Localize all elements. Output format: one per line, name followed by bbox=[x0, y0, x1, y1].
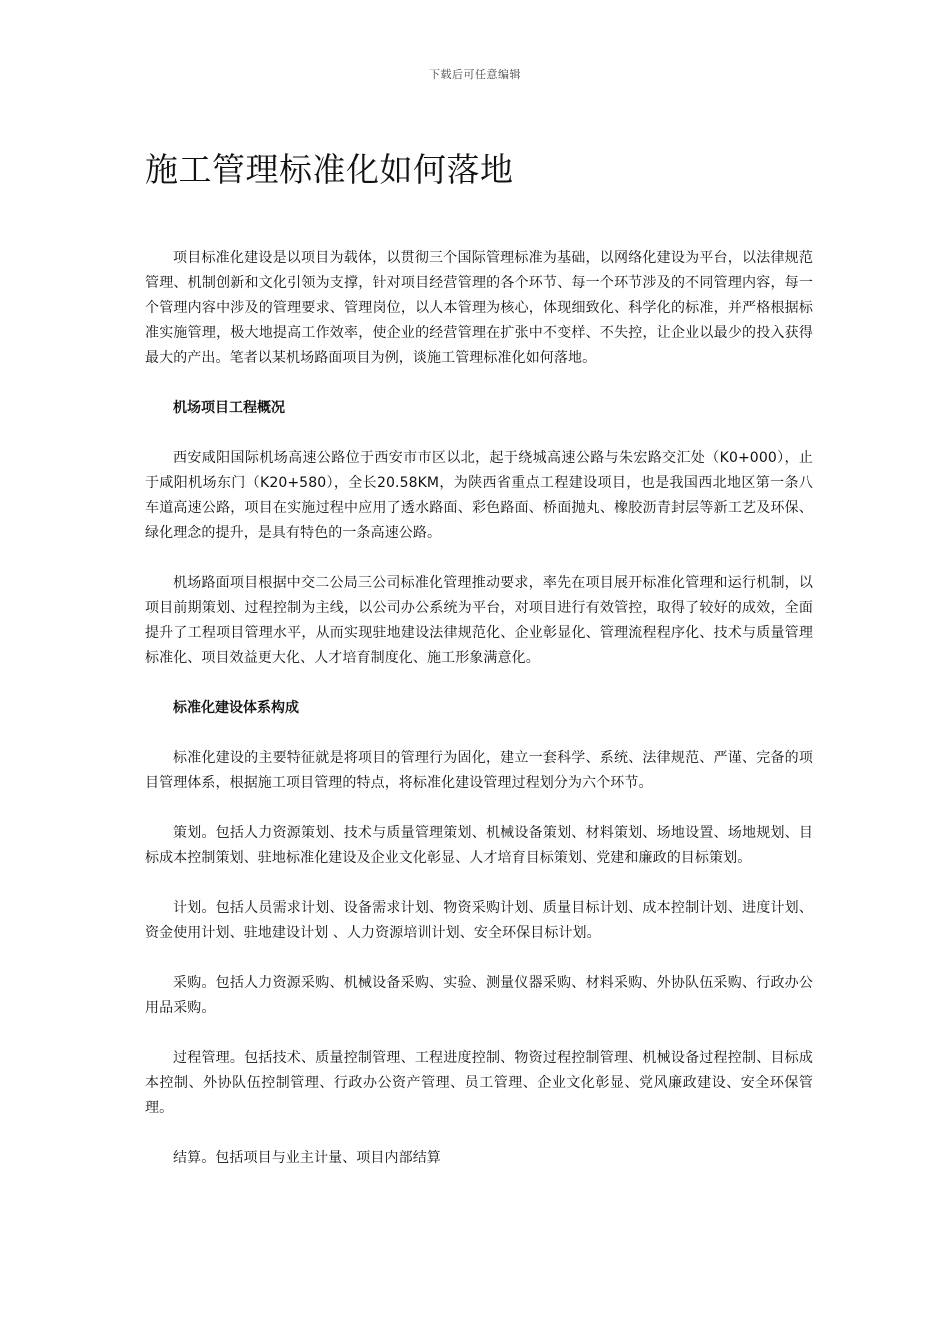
paragraph-overview: 西安咸阳国际机场高速公路位于西安市市区以北，起于绕城高速公路与朱宏路交汇处（K0+000），止于咸阳机场东门（K20+580），全长20.58KM，为陕西省重点工程建设项目，也是我国西北地区第一条八车道高速公路，项目在实施过程中应用了透水路面、彩色路面、桥面抛丸、橡胶沥青封层等新工艺及环保、绿化理念的提升，是具有特色的一条高速公路。 bbox=[145, 450, 813, 541]
paragraph-management: 机场路面项目根据中交二公局三公司标准化管理推动要求，率先在项目展开标准化管理和运行机制，以项目前期策划、过程控制为主线，以公司办公系统为平台，对项目进行有效管控，取得了较好的成效，全面提升了工程项目管理水平，从而实现驻地建设法律规范化、企业彰显化、管理流程程序化、技术与质量管理标准化、项目效益更大化、人才培育制度化、施工形象满意化。 bbox=[145, 575, 813, 666]
header-note: 下载后可任意编辑 bbox=[429, 68, 521, 81]
paragraph-procurement: 采购。包括人力资源采购、机械设备采购、实验、测量仪器采购、材料采购、外协队伍采购、行政办公用品采购。 bbox=[145, 975, 813, 1016]
page-title: 施工管理标准化如何落地 bbox=[145, 150, 514, 189]
paragraph-intro: 项目标准化建设是以项目为载体，以贯彻三个国际管理标准为基础，以网络化建设为平台，以法律规范管理、机制创新和文化引领为支撑，针对项目经营管理的各个环节、每一个环节涉及的不同管理内容，每一个管理内容中涉及的管理要求、管理岗位，以人本管理为核心，体现细致化、科学化的标准，并严格根据标准实施管理，极大地提高工作效率，使企业的经营管理在扩张中不变样、不失控，让企业以最少的投入获得最大的产出。笔者以某机场路面项目为例，谈施工管理标准化如何落地。 bbox=[145, 250, 813, 366]
paragraph-process: 过程管理。包括技术、质量控制管理、工程进度控制、物资过程控制管理、机械设备过程控制、目标成本控制、外协队伍控制管理、行政办公资产管理、员工管理、企业文化彰显、党风廉政建设、安全环保管理。 bbox=[145, 1050, 813, 1116]
paragraph-planning: 策划。包括人力资源策划、技术与质量管理策划、机械设备策划、材料策划、场地设置、场地规划、目标成本控制策划、驻地标准化建设及企业文化彰显、人才培育目标策划、党建和廉政的目标策划。 bbox=[145, 825, 813, 866]
section-heading-system: 标准化建设体系构成 bbox=[173, 700, 299, 716]
section-heading-overview: 机场项目工程概况 bbox=[173, 400, 285, 416]
paragraph-plan: 计划。包括人员需求计划、设备需求计划、物资采购计划、质量目标计划、成本控制计划、进度计划、资金使用计划、驻地建设计划 、人力资源培训计划、安全环保目标计划。 bbox=[145, 900, 813, 941]
document-body bbox=[145, 246, 813, 1196]
paragraph-settlement: 结算。包括项目与业主计量、项目内部结算 bbox=[173, 1150, 441, 1166]
paragraph-system: 标准化建设的主要特征就是将项目的管理行为固化，建立一套科学、系统、法律规范、严谨、完备的项目管理体系，根据施工项目管理的特点，将标准化建设管理过程划分为六个环节。 bbox=[145, 750, 813, 791]
